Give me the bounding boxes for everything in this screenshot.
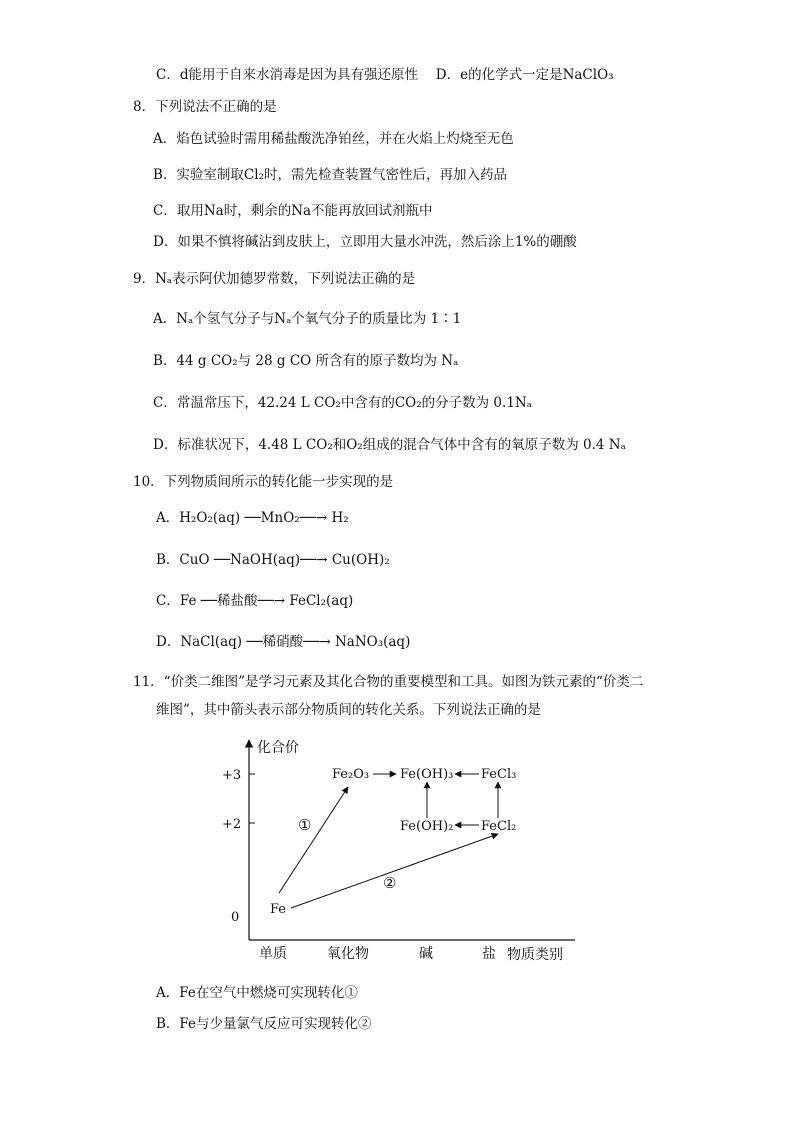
x-axis-label: 物质类别 (507, 947, 563, 963)
arrow-conversion-1 (279, 787, 348, 893)
question-10-option-d: D．NaCl(aq) ──稀硝酸──→ NaNO₃(aq) (156, 634, 411, 650)
question-11-stem-line-2: 维图”，其中箭头表示部分物质间的转化关系。下列说法正确的是 (156, 702, 541, 718)
question-9-option-b: B．44 g CO₂与 28 g CO 所含有的原子数均为 Nₐ (153, 353, 459, 369)
species-fe2o3: Fe₂O₃ (332, 767, 370, 782)
question-7-option-cd: C．d能用于自来水消毒是因为具有强还原性 D．e的化学式一定是NaClO₃ (156, 67, 614, 83)
question-9-option-d: D．标准状况下，4.48 L CO₂和O₂组成的混合气体中含有的氧原子数为 0.4 Nₐ (153, 437, 626, 453)
question-10-option-b: B．CuO ──NaOH(aq)──→ Cu(OH)₂ (156, 552, 390, 568)
question-8-option-a: A．焰色试验时需用稀盐酸洗净铂丝，并在火焰上灼烧至无色 (153, 131, 514, 147)
question-8-option-c: C．取用Na时，剩余的Na不能再放回试剂瓶中 (153, 203, 433, 219)
x-tick-oxide: 氧化物 (327, 946, 369, 962)
species-feoh2: Fe(OH)₂ (400, 819, 454, 834)
iron-valence-class-diagram (215, 730, 595, 970)
question-9-option-c: C．常温常压下，42.24 L CO₂中含有的CO₂的分子数为 0.1Nₐ (153, 395, 532, 411)
arrow-label-2: ② (383, 874, 397, 892)
species-fe: Fe (270, 902, 287, 917)
question-8-option-d: D．如果不慎将碱沾到皮肤上，立即用大量水冲洗，然后涂上1%的硼酸 (153, 234, 577, 250)
species-fecl3: FeCl₃ (481, 767, 517, 782)
arrow-label-1: ① (298, 816, 312, 834)
question-8-stem: 8．下列说法不正确的是 (133, 99, 277, 115)
question-10-option-a: A．H₂O₂(aq) ──MnO₂──→ H₂ (156, 510, 349, 526)
question-10-option-c: C．Fe ──稀盐酸──→ FeCl₂(aq) (156, 593, 354, 609)
x-tick-salt: 盐 (482, 946, 496, 962)
question-9-stem: 9．Nₐ表示阿伏加德罗常数，下列说法正确的是 (133, 271, 416, 287)
arrow-conversion-2 (291, 834, 498, 908)
question-11-option-b: B．Fe与少量氯气反应可实现转化② (156, 1016, 372, 1032)
y-tick-plus3: +3 (222, 768, 242, 783)
question-9-option-a: A．Nₐ个氢气分子与Nₐ个氧气分子的质量比为 1∶1 (153, 311, 462, 327)
species-feoh3: Fe(OH)₃ (400, 767, 454, 782)
y-tick-zero: 0 (231, 910, 240, 925)
species-fecl2: FeCl₂ (481, 819, 517, 834)
x-tick-base: 碱 (419, 946, 433, 962)
question-10-stem: 10．下列物质间所示的转化能一步实现的是 (133, 474, 394, 490)
question-8-option-b: B．实验室制取Cl₂时，需先检查装置气密性后，再加入药品 (153, 167, 507, 183)
y-tick-plus2: +2 (222, 817, 242, 832)
question-11-stem-line-1: 11．“价类二维图”是学习元素及其化合物的重要模型和工具。如图为铁元素的“价类二 (133, 674, 644, 690)
y-axis-label: 化合价 (257, 740, 299, 756)
x-tick-element: 单质 (259, 946, 287, 962)
question-11-option-a: A．Fe在空气中燃烧可实现转化① (156, 985, 358, 1001)
